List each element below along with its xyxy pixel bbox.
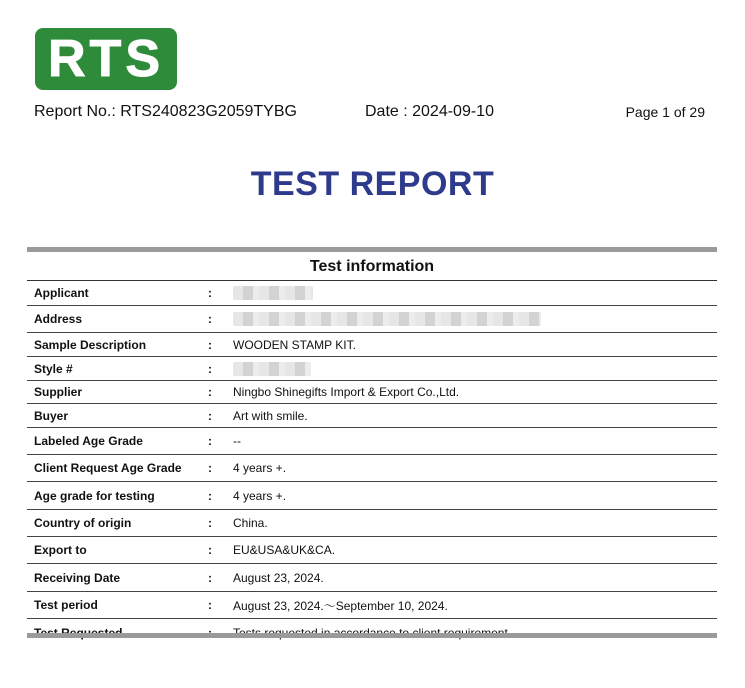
row-colon: : xyxy=(208,570,212,585)
row-label: Applicant xyxy=(34,286,89,300)
table-row xyxy=(27,455,717,482)
report-date: Date : 2024-09-10 xyxy=(365,103,494,120)
row-colon: : xyxy=(208,361,212,376)
section-title: Test information xyxy=(27,253,717,281)
table-row xyxy=(27,333,717,357)
row-colon: : xyxy=(208,516,212,530)
redaction-block xyxy=(233,362,311,376)
row-value: 4 years +. xyxy=(233,461,287,475)
row-value: WOODEN STAMP KIT. xyxy=(233,337,356,352)
row-label: Client Request Age Grade xyxy=(34,461,182,475)
row-colon: : xyxy=(208,408,212,423)
row-label: Address xyxy=(34,312,83,326)
row-label: Sample Description xyxy=(34,337,147,352)
row-label: Labeled Age Grade xyxy=(34,434,143,448)
row-label: Style # xyxy=(34,361,73,376)
redaction-block xyxy=(233,312,541,326)
logo-text: RTS xyxy=(48,30,164,88)
row-colon: : xyxy=(208,385,212,399)
table-row xyxy=(27,306,717,333)
table-row xyxy=(27,482,717,510)
table-row xyxy=(27,404,717,428)
row-label: Country of origin xyxy=(34,516,132,530)
row-colon: : xyxy=(208,337,212,352)
row-colon: : xyxy=(208,543,212,557)
row-label: Receiving Date xyxy=(34,570,121,585)
top-divider xyxy=(27,247,717,252)
row-value-redacted xyxy=(233,306,541,332)
row-value: 4 years +. xyxy=(233,488,287,503)
redaction-block xyxy=(233,286,313,300)
row-value: August 23, 2024. xyxy=(233,570,324,585)
row-colon: : xyxy=(208,312,212,326)
row-value-redacted xyxy=(233,281,313,305)
table-row xyxy=(27,428,717,455)
row-label: Buyer xyxy=(34,408,69,423)
row-label: Test period xyxy=(34,598,98,612)
page-indicator: Page 1 of 29 xyxy=(625,104,705,120)
row-colon: : xyxy=(208,598,212,612)
table-row xyxy=(27,592,717,619)
table-row xyxy=(27,381,717,404)
report-header xyxy=(34,103,705,125)
table-row xyxy=(27,281,717,306)
table-row xyxy=(27,537,717,564)
table-row xyxy=(27,357,717,381)
row-value-redacted xyxy=(233,357,311,380)
row-value: August 23, 2024.～September 10, 2024. xyxy=(233,598,448,613)
page-title: TEST REPORT xyxy=(250,165,495,203)
bottom-divider xyxy=(27,633,717,638)
row-label: Age grade for testing xyxy=(34,488,155,503)
test-information-table xyxy=(27,281,717,646)
row-label: Export to xyxy=(34,543,87,557)
rts-logo xyxy=(35,28,177,90)
table-row xyxy=(27,564,717,592)
row-label: Supplier xyxy=(34,385,83,399)
row-value: EU&USA&UK&CA. xyxy=(233,543,336,557)
row-colon: : xyxy=(208,434,212,448)
report-number: Report No.: RTS240823G2059TYBG xyxy=(34,103,297,120)
row-value: -- xyxy=(233,434,241,448)
row-value: China. xyxy=(233,516,268,530)
row-colon: : xyxy=(208,488,212,503)
row-colon: : xyxy=(208,461,212,475)
row-value: Art with smile. xyxy=(233,408,308,423)
row-value: Ningbo Shinegifts Import & Export Co.,Ltd. xyxy=(233,385,460,399)
table-row xyxy=(27,510,717,537)
row-colon: : xyxy=(208,286,212,300)
